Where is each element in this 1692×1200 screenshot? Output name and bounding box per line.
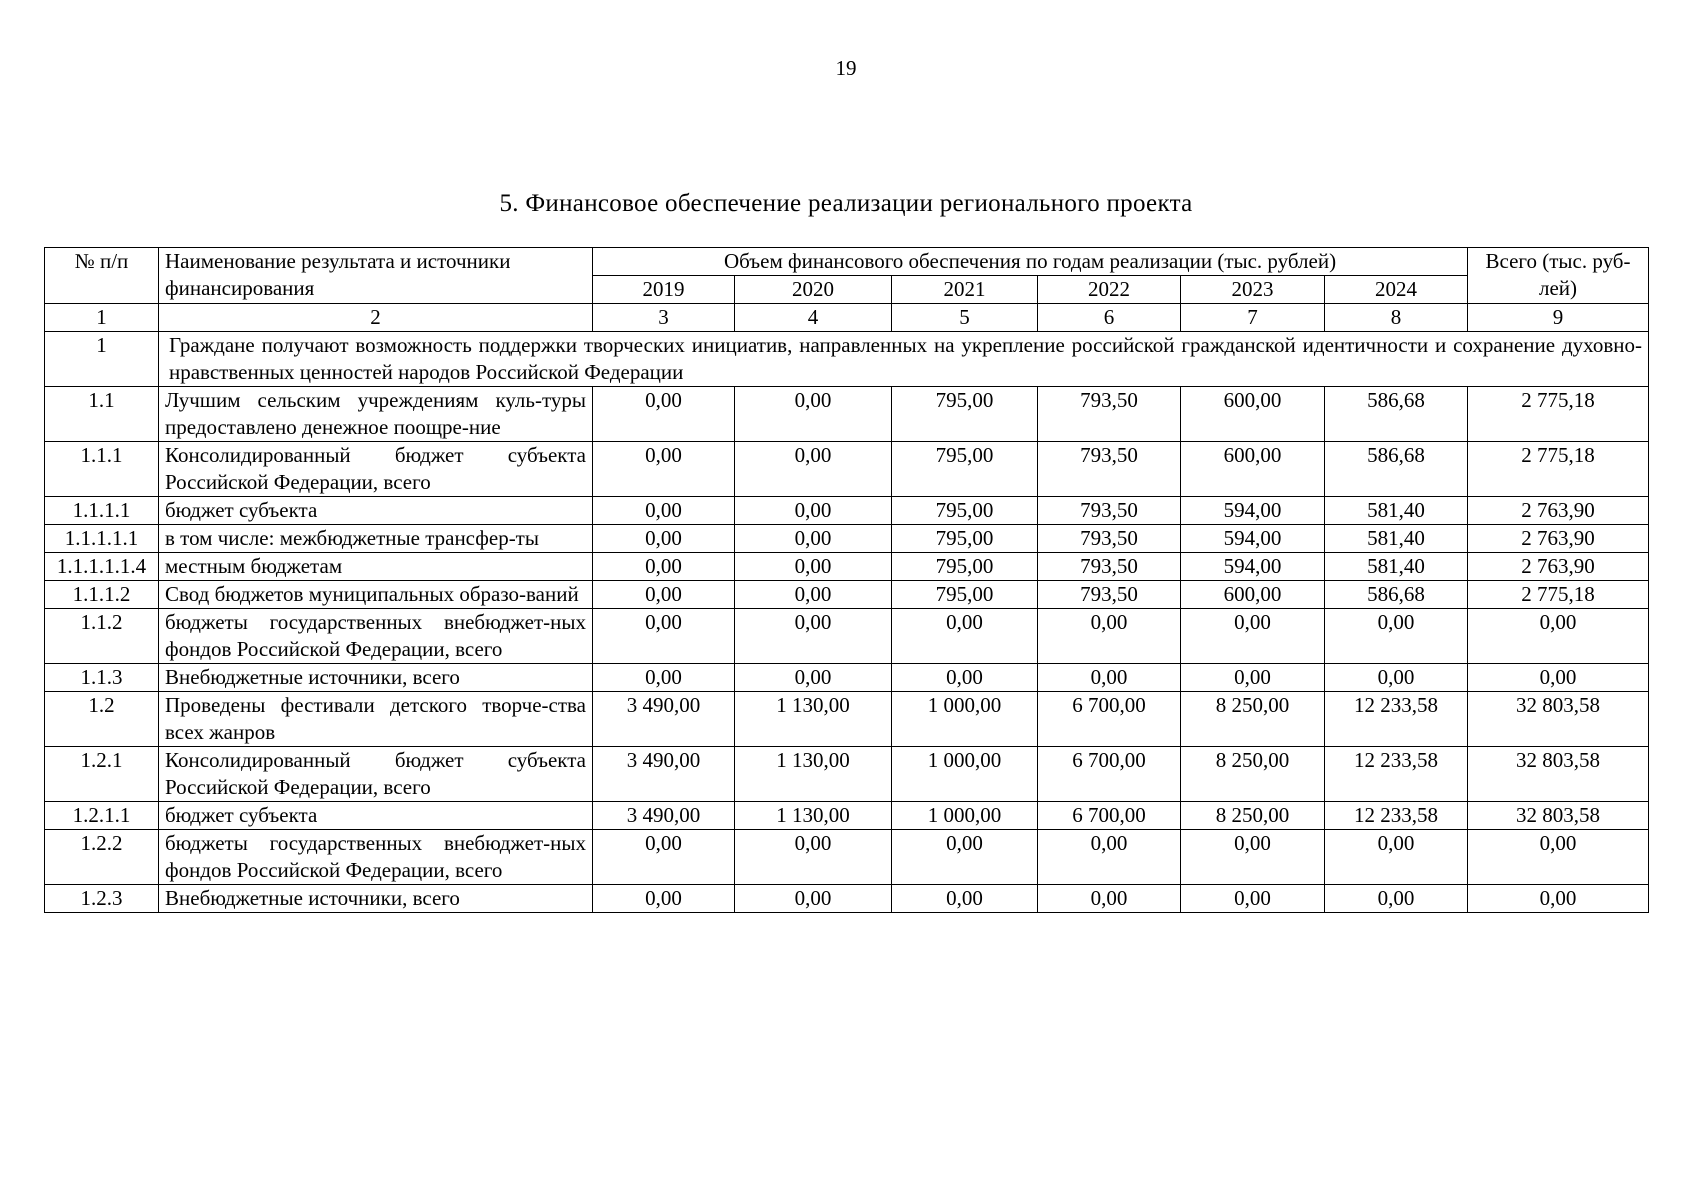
row-value: 6 700,00: [1038, 802, 1181, 830]
header-name: Наименование результата и источники финансирования: [159, 248, 593, 304]
row-value: 8 250,00: [1181, 747, 1325, 802]
row-value: 581,40: [1325, 553, 1468, 581]
row-num: 1.2.3: [45, 885, 159, 913]
row-value: 586,68: [1325, 442, 1468, 497]
row-num: 1.1.1: [45, 442, 159, 497]
row-value: 6 700,00: [1038, 692, 1181, 747]
header-year: 2020: [735, 276, 892, 304]
row-value: 0,00: [593, 553, 735, 581]
row-value: 32 803,58: [1468, 692, 1649, 747]
row-value: 0,00: [593, 885, 735, 913]
row-value: 795,00: [892, 525, 1038, 553]
row-value: 0,00: [593, 581, 735, 609]
row-value: 594,00: [1181, 525, 1325, 553]
row-value: 0,00: [735, 581, 892, 609]
row-value: 793,50: [1038, 442, 1181, 497]
row-value: 581,40: [1325, 497, 1468, 525]
header-year: 2019: [593, 276, 735, 304]
row-value: 32 803,58: [1468, 802, 1649, 830]
header-num: № п/п: [45, 248, 159, 304]
row-value: 2 763,90: [1468, 553, 1649, 581]
row-value: 0,00: [1468, 885, 1649, 913]
row-value: 1 000,00: [892, 747, 1038, 802]
row-value: 793,50: [1038, 525, 1181, 553]
header-year: 2023: [1181, 276, 1325, 304]
column-number: 6: [1038, 304, 1181, 332]
table-row: [45, 885, 1649, 913]
column-numbers-row: [45, 304, 1649, 332]
row-value: 0,00: [735, 442, 892, 497]
row-value: 0,00: [1468, 664, 1649, 692]
row-value: 1 130,00: [735, 692, 892, 747]
row-value: 12 233,58: [1325, 692, 1468, 747]
row-value: 0,00: [735, 664, 892, 692]
section-title: 5. Финансовое обеспечение реализации регионального проекта: [499, 190, 1193, 217]
row-num: 1.1.2: [45, 609, 159, 664]
table-row: [45, 692, 1649, 747]
header-volume: Объем финансового обеспечения по годам реализации (тыс. рублей): [593, 248, 1468, 276]
row-value: 586,68: [1325, 387, 1468, 442]
row-value: 12 233,58: [1325, 747, 1468, 802]
row-value: 0,00: [1325, 664, 1468, 692]
row-value: 0,00: [735, 885, 892, 913]
row-value: 793,50: [1038, 387, 1181, 442]
row-value: 795,00: [892, 497, 1038, 525]
table-row: [45, 387, 1649, 442]
row-name: в том числе: межбюджетные трансфер-ты: [159, 525, 593, 553]
row-value: 0,00: [735, 497, 892, 525]
row-value: 581,40: [1325, 525, 1468, 553]
row-value: 0,00: [593, 609, 735, 664]
table-row: [45, 581, 1649, 609]
row-value: 1 130,00: [735, 747, 892, 802]
row-value: 0,00: [593, 830, 735, 885]
row-name: Свод бюджетов муниципальных образо-ваний: [159, 581, 593, 609]
row-num: 1.2.1.1: [45, 802, 159, 830]
row-value: 600,00: [1181, 387, 1325, 442]
table-row: [45, 442, 1649, 497]
table-row: [45, 802, 1649, 830]
row-value: 0,00: [1181, 885, 1325, 913]
row-value: 594,00: [1181, 553, 1325, 581]
row-value: 1 000,00: [892, 692, 1038, 747]
column-number: 5: [892, 304, 1038, 332]
row-value: 2 775,18: [1468, 442, 1649, 497]
row-value: 0,00: [735, 553, 892, 581]
section-text: Граждане получают возможность поддержки творческих инициатив, направленных на укрепление российской гражданской идентичности и сохранение духовно-нравственных ценностей народов Российской Федерации: [159, 332, 1649, 387]
row-value: 0,00: [1181, 830, 1325, 885]
table-row: [45, 525, 1649, 553]
section-row: [45, 332, 1649, 387]
row-name: Консолидированный бюджет субъекта Российской Федерации, всего: [159, 442, 593, 497]
row-value: 0,00: [735, 525, 892, 553]
header-year: 2024: [1325, 276, 1468, 304]
row-value: 0,00: [1038, 885, 1181, 913]
row-value: 795,00: [892, 553, 1038, 581]
row-num: 1.1.1.1.1.4: [45, 553, 159, 581]
row-name: Внебюджетные источники, всего: [159, 885, 593, 913]
row-num: 1.2.2: [45, 830, 159, 885]
row-value: 2 775,18: [1468, 387, 1649, 442]
row-value: 795,00: [892, 387, 1038, 442]
row-value: 795,00: [892, 442, 1038, 497]
row-value: 3 490,00: [593, 802, 735, 830]
table-row: [45, 609, 1649, 664]
row-value: 0,00: [1038, 830, 1181, 885]
header-year: 2021: [892, 276, 1038, 304]
column-number: 7: [1181, 304, 1325, 332]
row-name: бюджеты государственных внебюджет-ных фондов Российской Федерации, всего: [159, 609, 593, 664]
row-value: 793,50: [1038, 497, 1181, 525]
row-value: 1 130,00: [735, 802, 892, 830]
section-num: 1: [45, 332, 159, 387]
row-value: 3 490,00: [593, 747, 735, 802]
row-num: 1.1.1.1: [45, 497, 159, 525]
row-value: 3 490,00: [593, 692, 735, 747]
row-value: 0,00: [892, 885, 1038, 913]
row-value: 12 233,58: [1325, 802, 1468, 830]
row-value: 793,50: [1038, 553, 1181, 581]
row-num: 1.1.1.1.1: [45, 525, 159, 553]
row-value: 2 763,90: [1468, 497, 1649, 525]
row-value: 0,00: [593, 664, 735, 692]
row-num: 1.2: [45, 692, 159, 747]
row-value: 0,00: [735, 387, 892, 442]
row-value: 0,00: [892, 830, 1038, 885]
row-num: 1.1: [45, 387, 159, 442]
row-name: Внебюджетные источники, всего: [159, 664, 593, 692]
table-row: [45, 830, 1649, 885]
row-value: 0,00: [1468, 830, 1649, 885]
column-number: 3: [593, 304, 735, 332]
row-value: 0,00: [593, 525, 735, 553]
table-row: [45, 497, 1649, 525]
row-value: 32 803,58: [1468, 747, 1649, 802]
row-value: 586,68: [1325, 581, 1468, 609]
row-name: бюджет субъекта: [159, 497, 593, 525]
row-value: 0,00: [1181, 664, 1325, 692]
row-num: 1.1.3: [45, 664, 159, 692]
row-value: 0,00: [1038, 664, 1181, 692]
column-number: 4: [735, 304, 892, 332]
row-value: 0,00: [1325, 830, 1468, 885]
row-value: 0,00: [1325, 609, 1468, 664]
row-value: 0,00: [892, 609, 1038, 664]
financing-table: [44, 247, 1649, 913]
row-value: 2 763,90: [1468, 525, 1649, 553]
row-name: Лучшим сельским учреждениям куль-туры предоставлено денежное поощре-ние: [159, 387, 593, 442]
column-number: 8: [1325, 304, 1468, 332]
row-value: 2 775,18: [1468, 581, 1649, 609]
column-number: 1: [45, 304, 159, 332]
column-number: 2: [159, 304, 593, 332]
row-value: 8 250,00: [1181, 692, 1325, 747]
row-value: 8 250,00: [1181, 802, 1325, 830]
table-row: [45, 553, 1649, 581]
row-value: 0,00: [593, 442, 735, 497]
row-name: Консолидированный бюджет субъекта Российской Федерации, всего: [159, 747, 593, 802]
header-year: 2022: [1038, 276, 1181, 304]
row-value: 6 700,00: [1038, 747, 1181, 802]
header-total: Всего (тыс. руб-лей): [1468, 248, 1649, 304]
row-name: Проведены фестивали детского творче-ства всех жанров: [159, 692, 593, 747]
row-value: 793,50: [1038, 581, 1181, 609]
row-value: 600,00: [1181, 442, 1325, 497]
row-value: 0,00: [593, 387, 735, 442]
table-row: [45, 747, 1649, 802]
row-value: 594,00: [1181, 497, 1325, 525]
row-name: бюджет субъекта: [159, 802, 593, 830]
column-number: 9: [1468, 304, 1649, 332]
page-number: 19: [835, 56, 857, 80]
row-value: 600,00: [1181, 581, 1325, 609]
row-value: 0,00: [1038, 609, 1181, 664]
row-value: 0,00: [735, 609, 892, 664]
row-value: 0,00: [735, 830, 892, 885]
row-name: местным бюджетам: [159, 553, 593, 581]
row-value: 0,00: [892, 664, 1038, 692]
row-value: 0,00: [1181, 609, 1325, 664]
row-value: 0,00: [1468, 609, 1649, 664]
row-value: 1 000,00: [892, 802, 1038, 830]
row-value: 0,00: [593, 497, 735, 525]
row-num: 1.1.1.2: [45, 581, 159, 609]
table-row: [45, 664, 1649, 692]
row-value: 795,00: [892, 581, 1038, 609]
row-name: бюджеты государственных внебюджет-ных фондов Российской Федерации, всего: [159, 830, 593, 885]
row-value: 0,00: [1325, 885, 1468, 913]
header-row: [45, 248, 1649, 276]
row-num: 1.2.1: [45, 747, 159, 802]
